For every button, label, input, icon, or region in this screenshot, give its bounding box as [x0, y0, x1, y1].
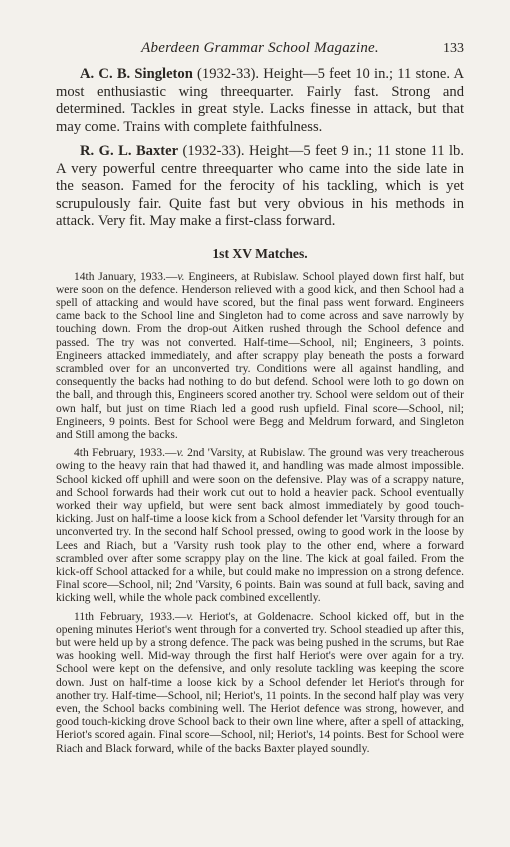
- match-versus: v.: [186, 610, 194, 623]
- player-description: (1932-33). Height—5 feet 9 in.; 11 stone 11 lb. A very powerful centre threequarter who came into the side late in the season. Famed for the ferocity of his tackling, which is yet scrupulously fair. Quite fast but very obvious in his methods in attack. Very fit. May make a first-class forward.: [56, 143, 464, 229]
- match-text: Heriot's, at Goldenacre. School kicked off, but in the opening minutes Heriot's went through for a converted try. School steadied up after this, but were held up by a strong defence. The pack was being pushed in the scrums, but Rae was hooking well. Mid-way through the first half Heriot's were over again for a try. School were kept on the defensive, and only resolute tackling was keeping the score down. Just on half-time a loose kick by a School defender let Heriot's through for another try. Half-time—School, nil; Heriot's, 11 points. In the second half play was very even, the School backs combining well. The Heriot defence was strong, however, and good touch-kicking drove School back to their own line where, after a spell of attacking, Heriot's scored again. Final score—School, nil; Heriot's, 14 points. Best for School were Riach and Black forward, while of the backs Baxter played soundly.: [56, 610, 464, 755]
- match-text: Engineers, at Rubislaw. School played down first half, but were soon on the defence. Henderson relieved with a good kick, and then School had a spell of attacking and would have scored, but the final pass went forward. Engineers came back to the School line and Singleton had to come across and save narrowly by touching down. From the drop-out Aitken rushed through the School defence and passed. The try was not converted. Half-time—School, nil; Engineers, 3 points. Engineers attacked immediately, and after scrappy play beneath the posts a forward scrambled over for an unconverted try. Conditions were all against handling, and consequently the backs had nothing to do but defend. School were loth to go down on the ball, and through this, Engineers scored another try. School were seldom out of their own half, but just on time Riach led a good rush upfield. Final score—School, nil; Engineers, 9 points. Best for School were Begg and Meldrum forward, and Singleton and Still among the backs.: [56, 270, 464, 441]
- match-report: [56, 271, 464, 443]
- match-date: 4th February, 1933.—: [74, 447, 177, 460]
- running-title: Aberdeen Grammar School Magazine.: [141, 40, 379, 56]
- running-head: [56, 40, 464, 62]
- player-profile: [56, 143, 464, 231]
- player-name: A. C. B. Singleton: [80, 66, 193, 82]
- match-report: [56, 611, 464, 756]
- match-date: 11th February, 1933.—: [74, 610, 187, 623]
- match-text: 2nd 'Varsity, at Rubislaw. The ground was very treacherous owing to the heavy rain that had thawed it, and handling was made almost impossible. School kicked off uphill and were soon on the defensive. Play was of a scrappy nature, and School forwards had their work cut out to hold a heavier pack. School eventually worked their way upfield, but were sent back almost immediately by good touch-kicking. Just on half-time a loose kick from a School defender let 'Varsity through for an unconverted try. In the second half School pressed, owing to good work in the loose by Lees and Riach, but a 'Varsity rush took play to the other end, where a forward scrambled over after some scrappy play on the line. The kick at goal failed. From the kick-off School attacked for a while, but could make no impression on a strong defence. Final score—School, nil; 2nd 'Varsity, 6 points. Bain was sound at full back, saving and kicking well, while the whole pack combined excellently.: [56, 447, 464, 605]
- player-description: (1932-33). Height—5 feet 10 in.; 11 stone. A most enthusiastic wing threequarter. Fairly fast. Strong and determined. Tackles in great style. Lacks finesse in attack, but that may come. Trains with complete faithfulness.: [56, 66, 464, 135]
- player-profile: [56, 66, 464, 136]
- match-versus: v.: [177, 270, 185, 283]
- match-versus: v.: [176, 447, 184, 460]
- player-name: R. G. L. Baxter: [80, 143, 179, 159]
- page-body: [56, 66, 464, 761]
- match-report: [56, 447, 464, 605]
- section-heading: 1st XV Matches.: [212, 245, 308, 261]
- match-date: 14th January, 1933.—: [74, 270, 178, 283]
- page-number: 133: [443, 41, 464, 56]
